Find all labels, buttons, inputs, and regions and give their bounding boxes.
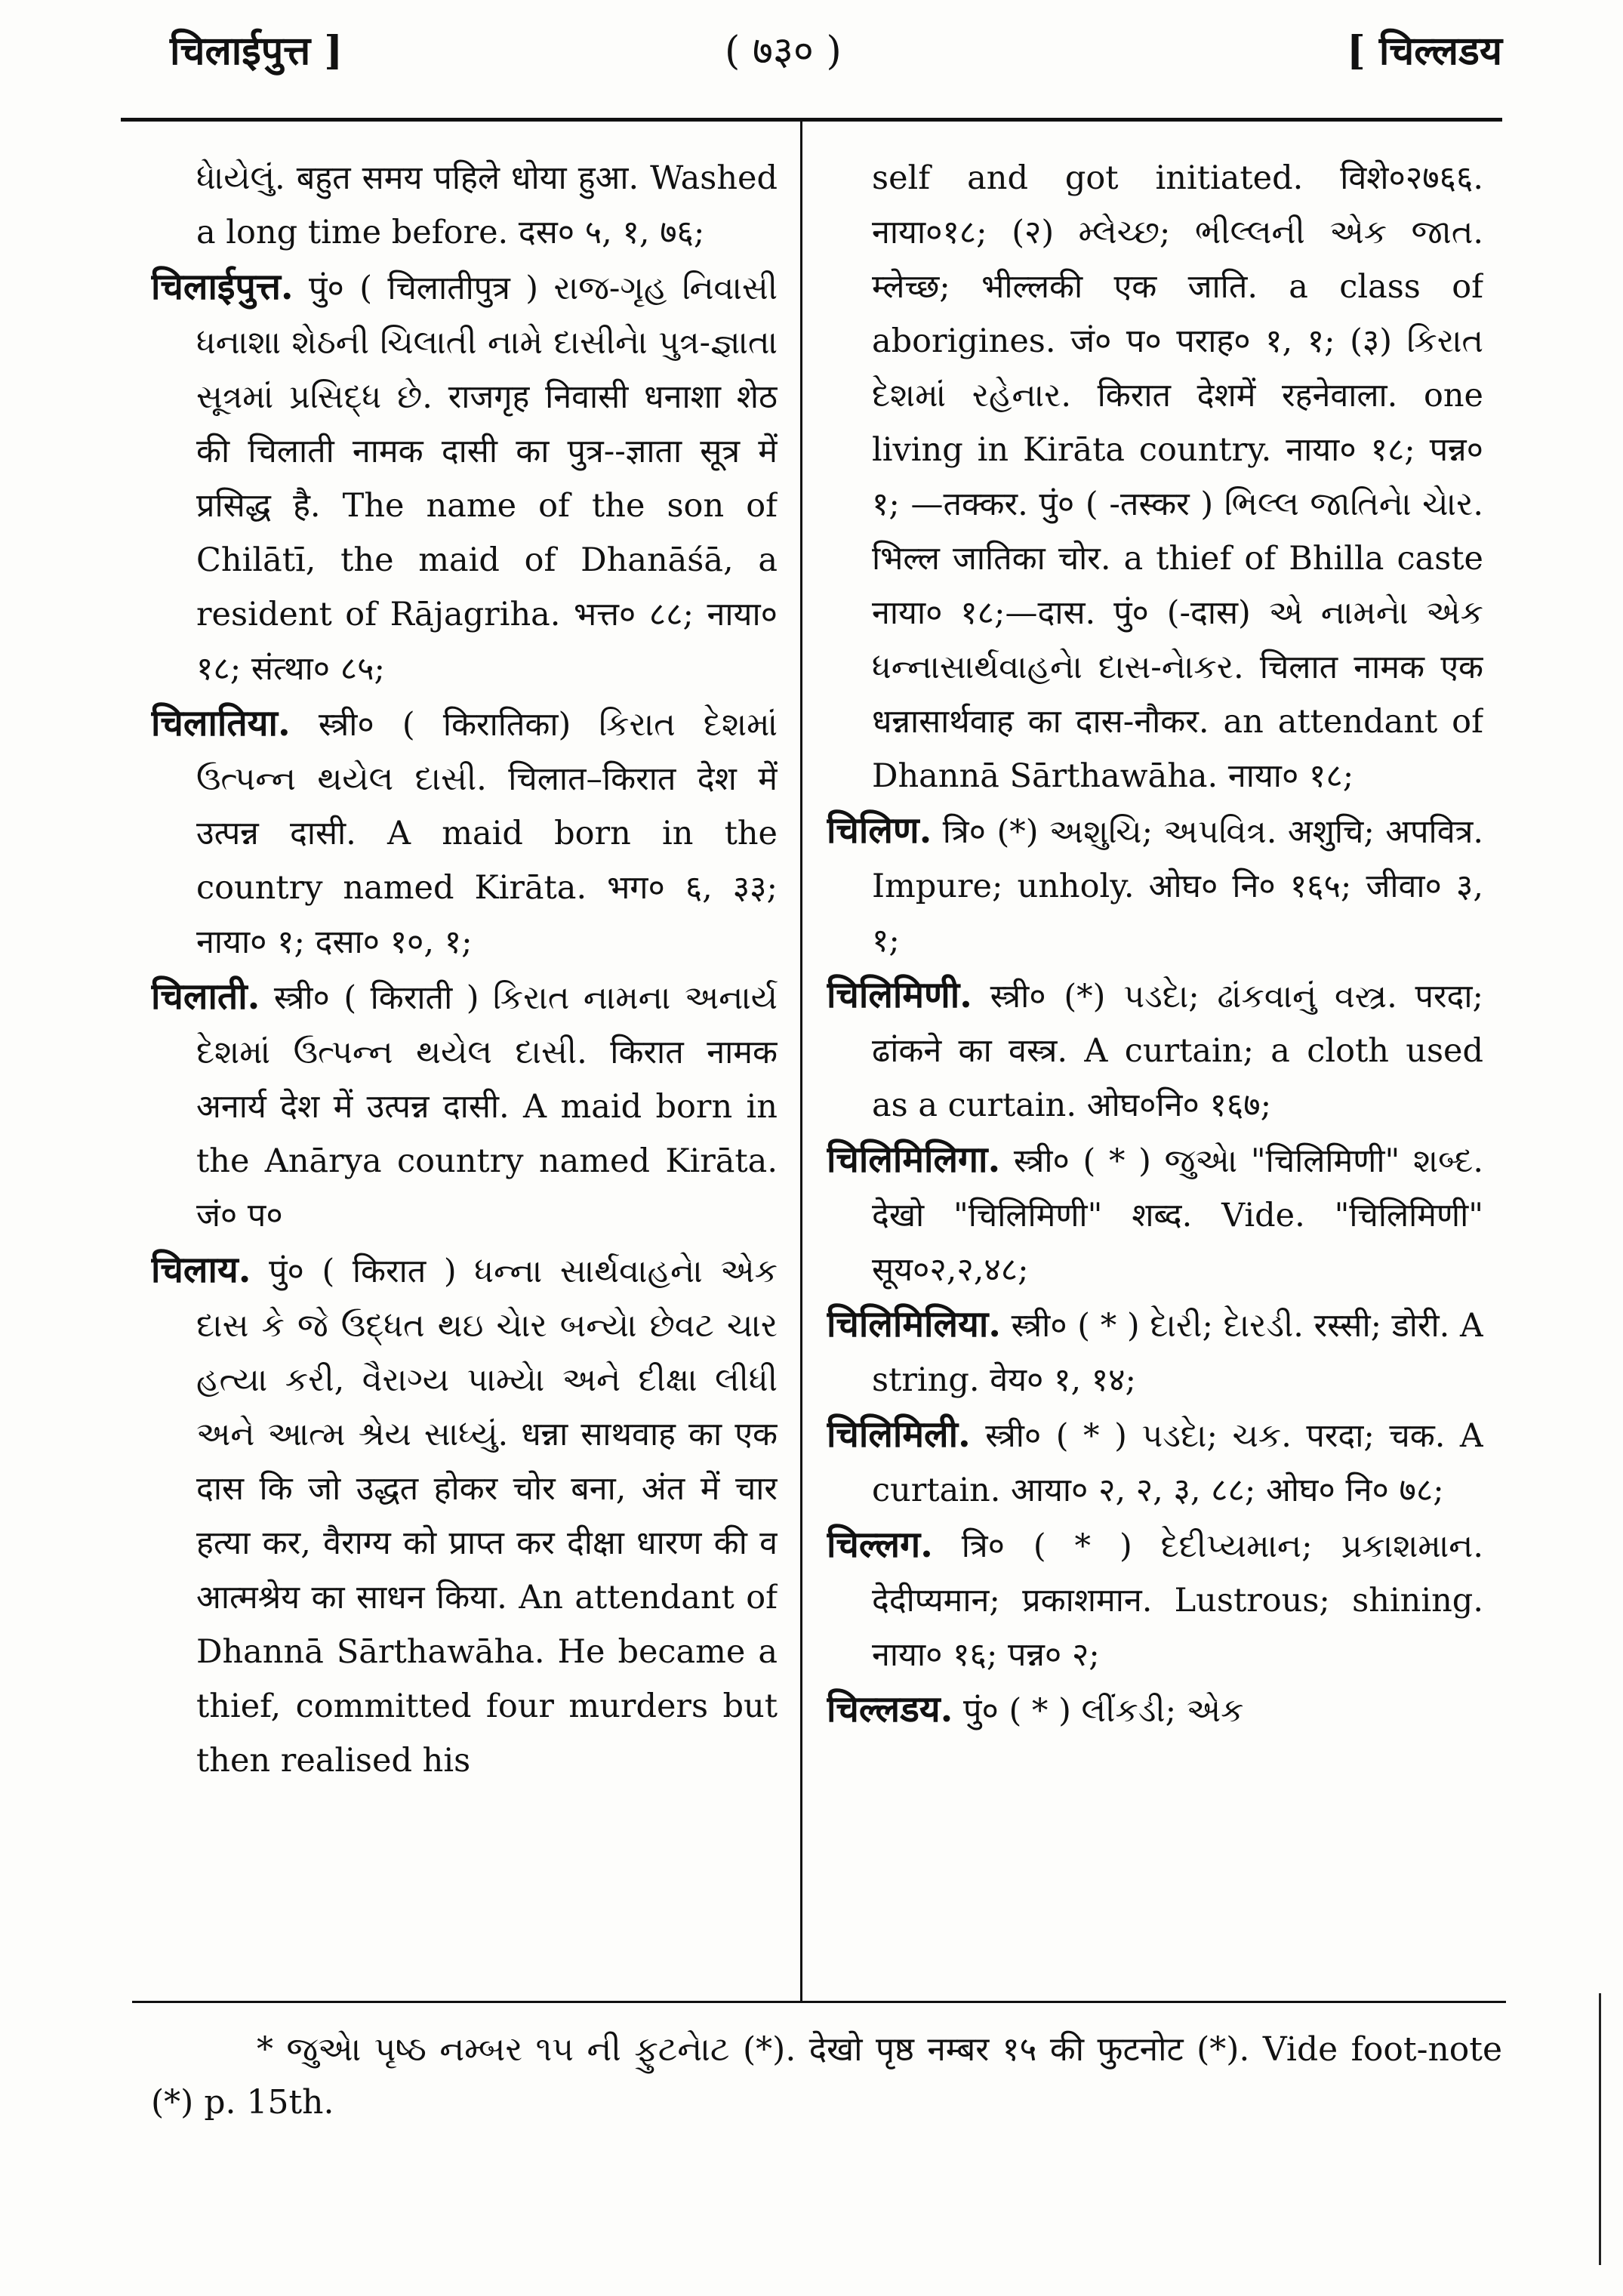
entry-headword: चिलाय.: [151, 1249, 251, 1291]
entry-body: स्त्री० ( * ) દેારી; દેારડી. रस्सी; डोरी. A string. वेय० १, १४;: [872, 1307, 1483, 1399]
column-divider: [800, 121, 802, 2001]
entry-headword: चिलिमिलिया.: [827, 1303, 1001, 1345]
entry-body: त्रि० (*) અશુચિ; અપવિત્ર. अशुचि; अपवित्र. Impure; unholy. ओघ० नि० १६५; जीवा० ३, १;: [872, 813, 1483, 960]
dictionary-entry: [827, 1682, 1483, 1738]
right-column-continuation: self and got initiated. विशे०२७६६. नाया०१८; (२) મ્લેચ્છ; ભીલ્લની એક જાત. म्लेच्छ; भील्लकी एक जाति. a class of aborigines. जं० प० पराह० १, १; (३) કિરાત દેશમાં રહેનાર. किरात देशमें रहनेवाला. one living in Kirāta country. नाया० १८; पन्न० १; —तक्कर. पुं० ( -तस्कर ) ભિલ્લ જાતિનેા ચેાર. भिल्ल जातिका चोर. a thief of Bhilla caste नाया० १८;—दास. पुं० (-दास) એ નામનેા એક ધન્નાસાર્થવાહનેા દાસ-નેાકર. चिलात नामक एक धन्नासार्थवाह का दास-नौकर. an attendant of Dhannā Sārthawāha. नाया० १८;: [872, 159, 1483, 795]
entry-headword: चिलिमिणी.: [827, 974, 972, 1016]
left-column: [151, 151, 778, 1993]
page-number: ( ७३० ): [725, 29, 842, 74]
footnote-rule: [132, 2001, 1506, 2003]
dictionary-entry: [151, 1243, 778, 1788]
entry-headword: चिलिण.: [827, 809, 932, 852]
dictionary-entry: [827, 1407, 1483, 1518]
footnote: * જુએા પૃષ્ઠ નમ્બર ૧૫ ની ફુટનેાટ (*). देखो पृष्ठ नम्बर १५ की फुटनोट (*). Vide foot-note (*) p. 15th.: [151, 2030, 1502, 2122]
entry-headword: चिल्लग.: [827, 1524, 933, 1566]
dictionary-entry: [151, 969, 778, 1243]
entry-body: स्त्री० ( * ) પડદેા; ચક. परदा; चक. A curtain. आया० २, २, ३, ८८; ओघ० नि० ७८;: [872, 1417, 1483, 1509]
header-left-guideword: चिलाईपुत्त ]: [170, 28, 343, 74]
entry-headword: चिल्लडय.: [827, 1688, 953, 1730]
entry-body: पुं० ( चिलातीपुत्र ) રાજ-ગૃહ નિવાસી ધનાશા શેઠની ચિલાતી નામે દાસીનેા પુત્ર-જ્ઞાતા સૂત્રમાં પ્રસિદ્ધ છે. राजगृह निवासी धनाशा शेठ की चिलाती नामक दासी का पुत्र--ज्ञाता सूत्र में प्रसिद्ध है. The name of the son of Chilātī, the maid of Dhanāśā, a resident of Rājagriha. भत्त० ८८; नाया० १८; संत्था० ८५;: [196, 270, 778, 688]
right-column: [827, 151, 1483, 1993]
entry-headword: चिलिमिली.: [827, 1413, 971, 1456]
entry-body: पुं० ( किरात ) ધન્ના સાર્થવાહનેા એક દાસ કે જે ઉદ્ધત થઇ ચેાર બન્યેા છેવટ ચાર હત્યા કરી, વૈરાગ્ય પામ્યેા અને દીક્ષા લીધી અને આત્મ શ્રેય સાધ્યું. धन्ना साथवाह का एक दास कि जो उद्धत होकर चोर बना, अंत में चार हत्या कर, वैराग्य को प्राप्त कर दीक्षा धारण की व आत्मश्रेय का साधन किया. An attendant of Dhannā Sārthawāha. He became a thief, committed four murders but then realised his: [196, 1253, 778, 1780]
header-right-guideword: [ चिल्लडय: [1347, 28, 1502, 74]
entry-headword: चिलिमिलिगा.: [827, 1139, 1001, 1181]
scan-edge-line: [1599, 1993, 1601, 2265]
entry-body: स्त्री० (*) પડદેા; ઢાંકવાનું વસ્ત્ર. परदा; ढांकने का वस्त्र. A curtain; a cloth used as a curtain. ओघ०नि० १६७;: [872, 978, 1483, 1124]
entry-headword: चिलातिया.: [151, 702, 291, 744]
dictionary-entry: [827, 803, 1483, 968]
entry-headword: चिलाती.: [151, 975, 260, 1018]
entry-headword: चिलाईपुत्त.: [151, 266, 294, 308]
entry-body: स्त्री० ( किरातिका) કિરાત દેશમાં ઉત્પન્ન થયેલ દાસી. चिलात–किरात देश में उत्पन्न दासी. A maid born in the country named Kirāta. भग० ६, ३३; नाया० १; दसा० १०, १;: [196, 706, 778, 961]
header-rule: [121, 118, 1502, 122]
left-column-continuation: ધેાયેલું. बहुत समय पहिले धोया हुआ. Washed a long time before. दस० ५, १, ७६;: [196, 159, 778, 251]
dictionary-entry: [151, 696, 778, 969]
dictionary-entry: [827, 1133, 1483, 1297]
dictionary-entry: [827, 1518, 1483, 1682]
entry-body: स्त्री० ( * ) જુએા "चिलिमिणी" શબ્દ. देखो "चिलिमिणी" शब्द. Vide. "चिलिमिणी" सूय०२,२,४८;: [872, 1142, 1483, 1289]
entry-body: त्रि० ( * ) દેદીપ્યમાન; પ્રકાશમાન. देदीप्यमान; प्रकाशमान. Lustrous; shining. नाया० १६; पन्न० २;: [872, 1527, 1483, 1674]
dictionary-entry: [827, 1297, 1483, 1407]
entry-body: स्त्री० ( किराती ) કિરાત નામના અનાર્ય દેશમાં ઉત્પન્ન થયેલ દાસી. किरात नामक अनार्य देश में उत्पन्न दासी. A maid born in the Anārya country named Kirāta. जं० प०: [196, 979, 778, 1234]
dictionary-entry: [151, 260, 778, 696]
dictionary-entry: [827, 968, 1483, 1133]
entry-body: पुं० ( * ) લીંકડી; એક: [963, 1692, 1244, 1730]
